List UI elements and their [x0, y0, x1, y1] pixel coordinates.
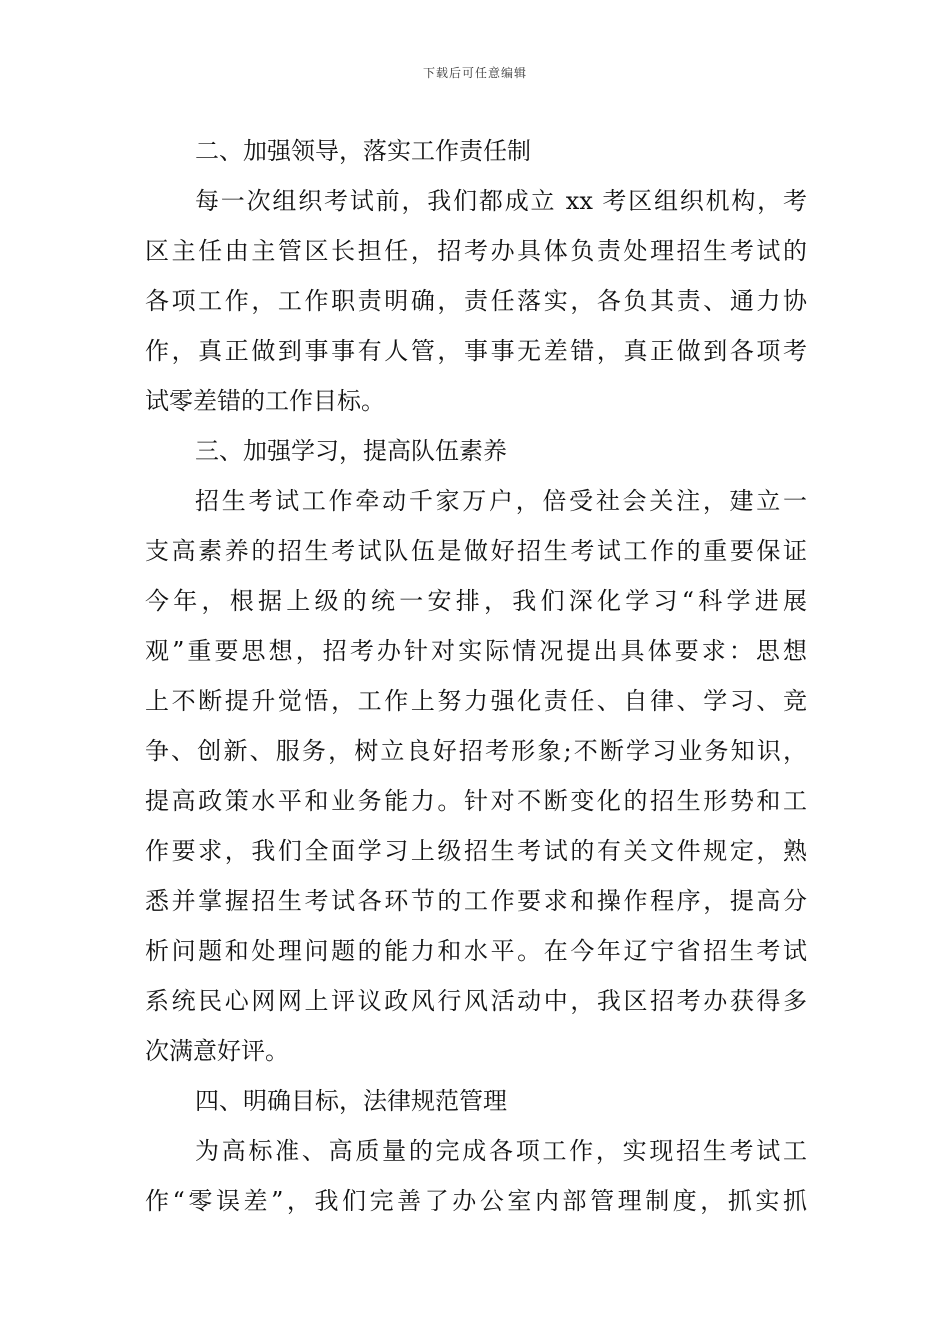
paragraph-line: 次满意好评。: [145, 1037, 289, 1065]
paragraph-line: 为高标准、高质量的完成各项工作，实现招生考试工: [195, 1137, 807, 1165]
paragraph-line: 招生考试工作牵动千家万户，倍受社会关注，建立一: [195, 487, 807, 515]
paragraph-line: 观”重要思想，招考办针对实际情况提出具体要求：思想: [145, 637, 807, 665]
paragraph-line: 提高政策水平和业务能力。针对不断变化的招生形势和工: [145, 787, 807, 815]
page-header: 下载后可任意编辑: [422, 66, 527, 80]
paragraph-line: 争、创新、服务，树立良好招考形象;不断学习业务知识，: [145, 737, 807, 765]
paragraph-line: 悉并掌握招生考试各环节的工作要求和操作程序，提高分: [145, 887, 807, 915]
paragraph-line: 作“零误差”，我们完善了办公室内部管理制度，抓实抓: [145, 1187, 807, 1215]
paragraph-line: 系统民心网网上评议政风行风活动中，我区招考办获得多: [145, 987, 807, 1015]
section-heading: 三、加强学习，提高队伍素养: [195, 437, 507, 465]
paragraph-line: 析问题和处理问题的能力和水平。在今年辽宁省招生考试: [145, 937, 807, 965]
document-body: [145, 126, 807, 1226]
paragraph-line: 作，真正做到事事有人管，事事无差错，真正做到各项考: [145, 337, 807, 365]
paragraph-line: 上不断提升觉悟，工作上努力强化责任、自律、学习、竞: [145, 687, 807, 715]
paragraph-line: 作要求，我们全面学习上级招生考试的有关文件规定，熟: [145, 837, 807, 865]
section-heading: 二、加强领导，落实工作责任制: [195, 137, 531, 165]
paragraph-line: 今年，根据上级的统一安排，我们深化学习“科学进展: [145, 587, 807, 615]
paragraph-line: 试零差错的工作目标。: [145, 387, 385, 415]
section-heading: 四、明确目标，法律规范管理: [195, 1087, 507, 1115]
paragraph-line: 各项工作，工作职责明确，责任落实，各负其责、通力协: [145, 287, 807, 315]
paragraph-line: 区主任由主管区长担任，招考办具体负责处理招生考试的: [145, 237, 807, 265]
paragraph-line: 支高素养的招生考试队伍是做好招生考试工作的重要保证: [145, 537, 807, 565]
paragraph-line: 每一次组织考试前，我们都成立 xx 考区组织机构，考: [195, 187, 807, 215]
